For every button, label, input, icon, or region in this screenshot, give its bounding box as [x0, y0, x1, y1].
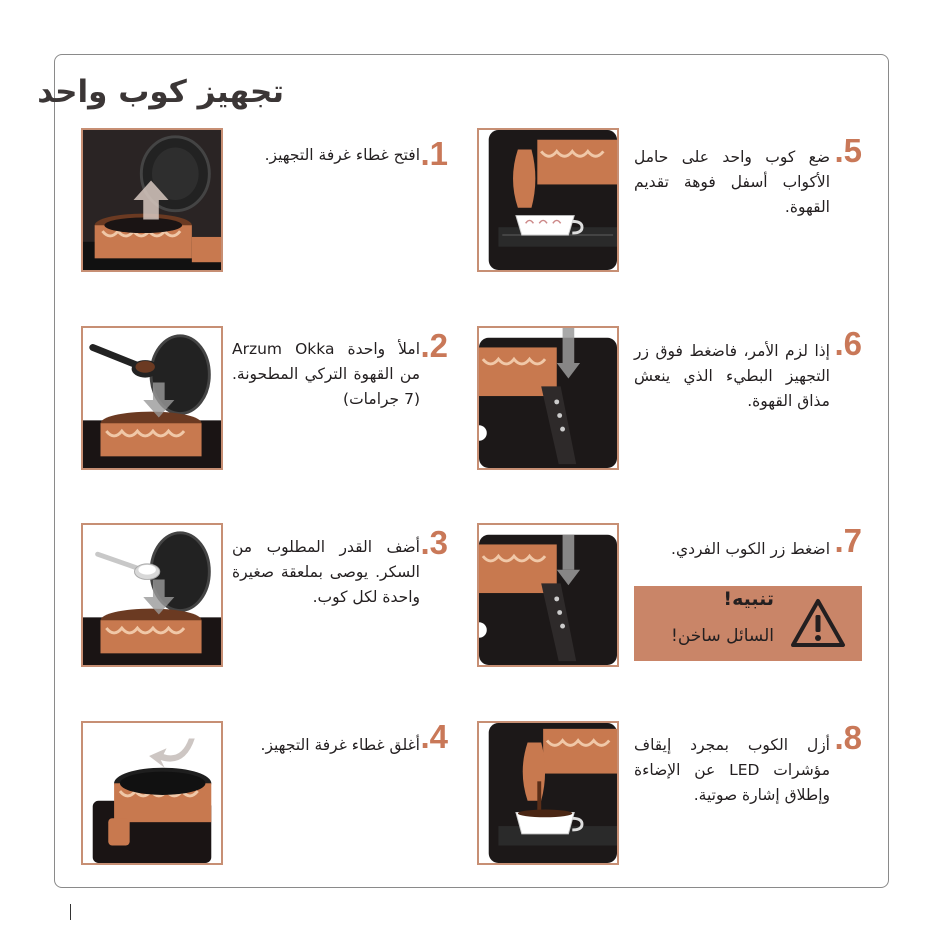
step-5-text: ضع كوب واحد على حامل الأكواب أسفل فوهة تقديم القهوة. — [634, 148, 830, 216]
step-3-text: أضف القدر المطلوب من السكر. يوصى بملعقة صغيرة واحدة لكل كوب. — [232, 538, 420, 606]
warning-triangle-icon — [790, 598, 846, 648]
step-2-text: املأ واحدة Arzum Okka من القهوة التركي المطحونة. (7 جرامات) — [232, 340, 421, 408]
step-2-number: .2 — [420, 327, 448, 364]
step-6-number: .6 — [834, 325, 862, 362]
step-4-number: .4 — [420, 718, 448, 755]
step-1-number: .1 — [420, 135, 448, 172]
step-3-photo — [81, 523, 223, 667]
warning-title: تنبيه! — [723, 588, 774, 610]
step-7-number: .7 — [834, 522, 862, 559]
step-5-photo — [477, 128, 619, 272]
step-1-text: افتح غطاء غرفة التجهيز. — [264, 146, 420, 164]
step-6-text: إذا لزم الأمر، فاضغط فوق زر التجهيز البطيء الذي ينعش مذاق القهوة. — [634, 342, 830, 410]
step-7-photo — [477, 523, 619, 667]
step-4-photo — [81, 721, 223, 865]
warning-text: السائل ساخن! — [671, 626, 774, 646]
step-8-number: .8 — [834, 719, 862, 756]
page-margin-mark — [70, 904, 71, 920]
step-6-photo — [477, 326, 619, 470]
step-4-text: أغلق غطاء غرفة التجهيز. — [260, 736, 420, 754]
step-1-photo — [81, 128, 223, 272]
warning-box — [634, 586, 862, 661]
page-title: تجهيز كوب واحد — [37, 74, 284, 110]
step-2-photo — [81, 326, 223, 470]
step-5-number: .5 — [834, 132, 862, 169]
step-3-number: .3 — [420, 524, 448, 561]
step-8-photo — [477, 721, 619, 865]
step-8-text: أزل الكوب بمجرد إيقاف مؤشرات LED عن الإضاءة وإطلاق إشارة صوتية. — [634, 736, 830, 804]
step-7-text: اضغط زر الكوب الفردي. — [671, 540, 830, 558]
